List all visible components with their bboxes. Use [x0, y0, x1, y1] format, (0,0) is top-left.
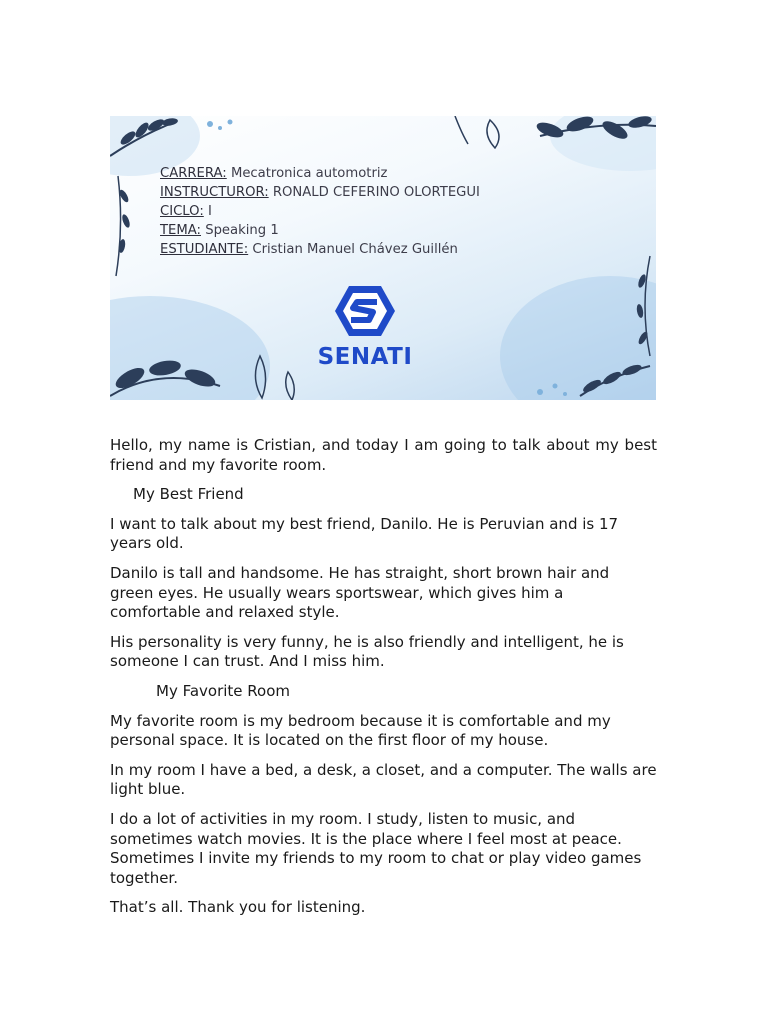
paragraph-friend-personality: His personality is very funny, he is also friendly and intelligent, he is someone I can trust. And I miss him.	[110, 632, 624, 671]
career-value: Mecatronica automotriz	[226, 166, 388, 181]
senati-logo	[310, 284, 420, 370]
cycle-label: CICLO:	[160, 204, 204, 219]
intro-paragraph: Hello, my name is Cristian, and today I am going to talk about my best friend and my favorite room.	[110, 436, 657, 474]
student-row	[160, 240, 480, 259]
paragraph-friend-appearance: Danilo is tall and handsome. He has straight, short brown hair and green eyes. He usually wears sportswear, which gives him a comfortable and relaxed style.	[110, 563, 610, 622]
heading-best-friend: My Best Friend	[133, 485, 244, 504]
paragraph-room-contents: In my room I have a bed, a desk, a closet, and a computer. The walls are light blue.	[110, 760, 657, 799]
cover-image	[110, 116, 656, 400]
paragraph-room-intro: My favorite room is my bedroom because it is comfortable and my personal space. It is located on the first floor of my house.	[110, 711, 611, 750]
cycle-value: I	[203, 204, 212, 219]
instructor-row	[160, 183, 480, 202]
instructor-label: INSTRUCTUROR:	[160, 185, 269, 200]
paragraph-room-activities: I do a lot of activities in my room. I study, listen to music, and sometimes watch movies. It is the place where I feel most at peace. Sometimes I invite my friends to my room to chat or play video games together.	[110, 809, 642, 887]
career-row	[160, 164, 480, 183]
instructor-value: RONALD CEFERINO OLORTEGUI	[268, 185, 480, 200]
senati-logo-icon	[333, 284, 397, 338]
heading-favorite-room: My Favorite Room	[156, 681, 291, 700]
cover-details	[160, 164, 480, 259]
document-body	[110, 436, 657, 928]
cycle-row	[160, 202, 480, 221]
topic-row	[160, 221, 480, 240]
logo-text: SENATI	[317, 344, 413, 370]
closing-paragraph: That’s all. Thank you for listening.	[110, 898, 366, 917]
paragraph-friend-intro: I want to talk about my best friend, Danilo. He is Peruvian and is 17 years old.	[110, 514, 619, 553]
topic-value: Speaking 1	[201, 223, 279, 238]
student-label: ESTUDIANTE:	[160, 242, 249, 257]
topic-label: TEMA:	[160, 223, 201, 238]
student-value: Cristian Manuel Chávez Guillén	[248, 242, 458, 257]
career-label: CARRERA:	[160, 166, 227, 181]
